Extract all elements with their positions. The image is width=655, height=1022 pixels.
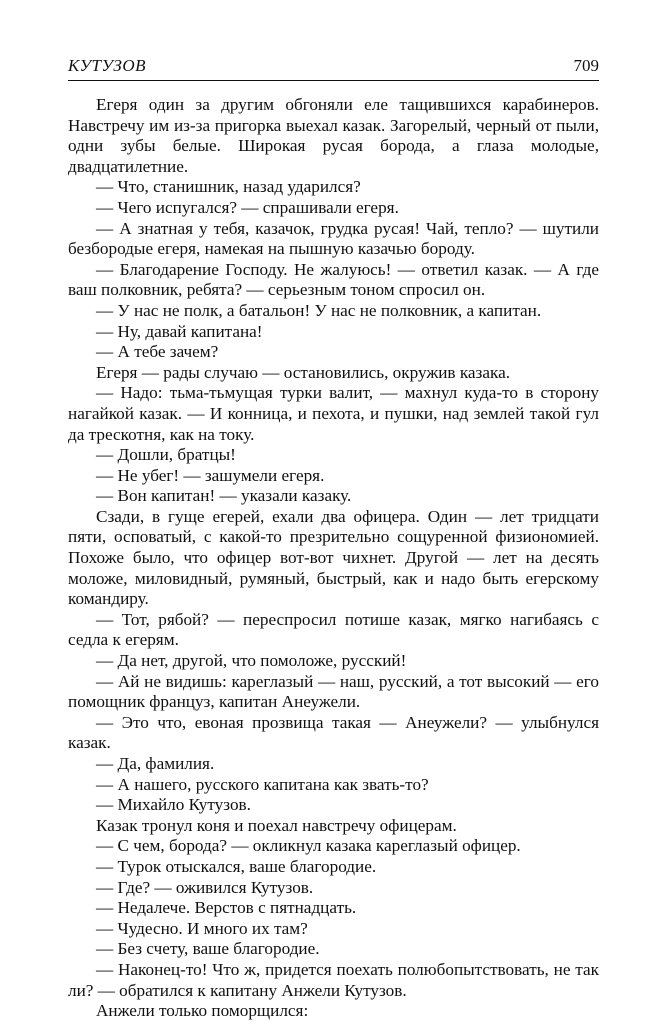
paragraph: — Не убег! — зашумели егеря.: [96, 465, 325, 485]
paragraph: Сзади, в гуще егерей, ехали два офицера. Один — лет тридцати пяти, осповатый, с какой-то презрительно сощуренной физиономией. Похоже было, что офицер вот-вот чихнет. Другой — лет на десять моложе, миловидный, румяный, быстрый, как и надо быть егерскому командиру.: [68, 506, 599, 609]
paragraph: — Ай не видишь: кареглазый — наш, русский, а тот высокий — его помощник француз, капитан Анеужели.: [68, 671, 599, 712]
paragraph: — Благодарение Господу. Не жалуюсь! — ответил казак. — А где ваш полковник, ребята? — серьезным тоном спросил он.: [68, 259, 599, 300]
running-header: [68, 56, 599, 81]
paragraph: — У нас не полк, а батальон! У нас не полковник, а капитан.: [96, 300, 542, 320]
paragraph: — Тот, рябой? — переспросил потише казак, мягко нагибаясь с седла к егерям.: [68, 609, 599, 650]
paragraph: Анжели только поморщился:: [96, 1001, 309, 1021]
paragraph: — А знатная у тебя, казачок, грудка русая! Чай, тепло? — шутили безбородые егеря, намекая на пышную казачью бороду.: [68, 218, 599, 259]
paragraph: — С чем, борода? — окликнул казака кареглазый офицер.: [96, 836, 521, 856]
paragraph: — А нашего, русского капитана как звать-то?: [96, 774, 429, 794]
paragraph: — Что, станишник, назад ударился?: [96, 177, 361, 197]
running-title: КУТУЗОВ: [68, 56, 146, 75]
paragraph: — Без счету, ваше благородие.: [96, 939, 320, 959]
paragraph: — Чудесно. И много их там?: [96, 918, 308, 938]
paragraph: — Михайло Кутузов.: [96, 795, 251, 815]
paragraph: Егеря — рады случаю — остановились, окружив казака.: [96, 362, 510, 382]
paragraph: — Турок отыскался, ваше благородие.: [96, 856, 377, 876]
paragraph: — Чего испугался? — спрашивали егеря.: [96, 197, 399, 217]
paragraph: — Это что, евоная прозвища такая — Анеужели? — улыбнулся казак.: [68, 712, 599, 753]
paragraph: — Недалече. Верстов с пятнадцать.: [96, 898, 357, 918]
page-number: 709: [573, 56, 599, 75]
paragraph: — Вон капитан! — указали казаку.: [96, 486, 352, 506]
paragraph: — Да нет, другой, что помоложе, русский!: [96, 651, 407, 671]
paragraph: — Ну, давай капитана!: [96, 321, 263, 341]
body-text: [68, 95, 599, 1022]
paragraph: — Надо: тьма-тьмущая турки валит, — махнул куда-то в сторону нагайкой казак. — И конница, и пехота, и пушки, над землей такой гул да трескотня, как на току.: [68, 383, 599, 444]
paragraph: — Дошли, братцы!: [96, 445, 236, 465]
paragraph: — Наконец-то! Что ж, придется поехать полюбопытствовать, не так ли? — обратился к капитану Анжели Кутузов.: [68, 959, 599, 1000]
paragraph: — Где? — оживился Кутузов.: [96, 877, 314, 897]
paragraph: — Да, фамилия.: [96, 754, 215, 773]
paragraph: Казак тронул коня и поехал навстречу офицерам.: [96, 815, 457, 835]
paragraph: — А тебе зачем?: [96, 342, 219, 362]
paragraph: Егеря один за другим обгоняли еле тащившихся карабинеров. Навстречу им из-за пригорка выехал казак. Загорелый, черный от пыли, одни зубы белые. Широкая русая борода, а глаза молодые, двадцатилетние.: [68, 95, 599, 176]
